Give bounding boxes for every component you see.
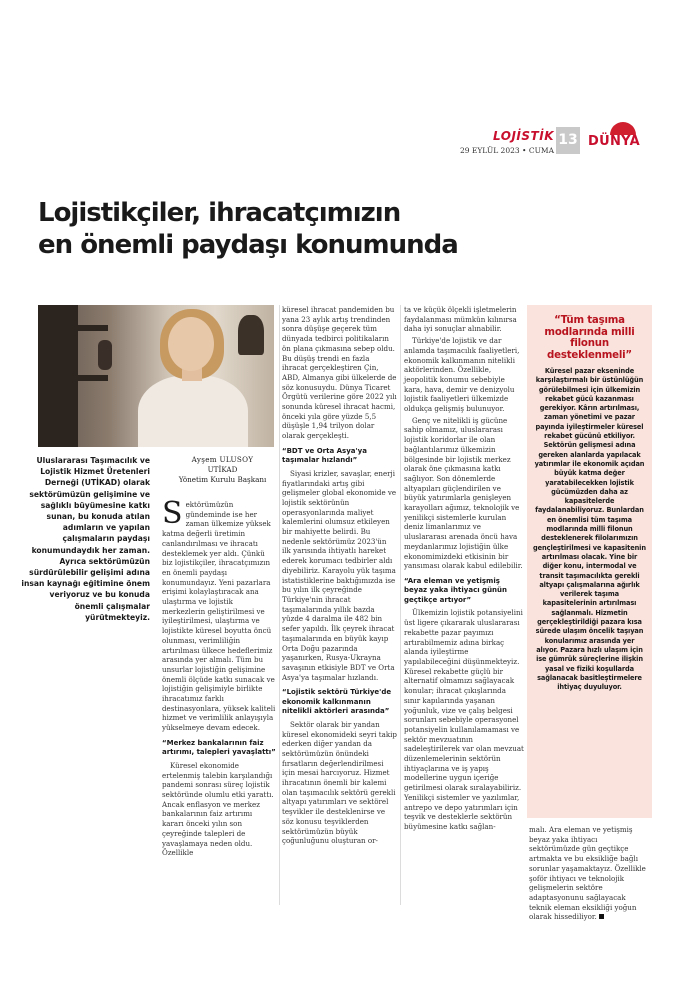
paragraph: Küresel ekonomide ertelenmiş talebin karşılandığı pandemi sonrası süreç lojistik sektöründe olumlu etki yarattı. Ancak enflasyon ve merkez bankalarının faiz artırımı kararı önceki yılın son çeyreğinde talepleri de yavaşlamaya neden oldu. Özellikle — [162, 760, 274, 858]
paragraph: Türkiye'de lojistik ve dar anlamda taşımacılık faaliyetleri, ekonomik kalkınmanın nitelikli aktörlerinden. Özellikle, jeopolitik konumu sebebiyle kara, hava, demir ve denizyolu lojistik faaliyetleri ülkemizde oldukça gelişmiş bulunuyor. — [404, 336, 520, 414]
paragraph: ektörümüzün gündeminde ise her zaman ülkemize yüksek katma değerli üretimin canlandırılması ve ihracatı desteklemek yer aldı. Çünkü biz lojistikçiler, ihracatçımızın en önemli paydaşı konumundayız. Yeni pazarlara erişimi kolaylaştıracak ana ulaştırma ve lojistik merkezlerin geliştirilmesi ve iyileştirilmesi, ulaştırma ve lojistikte küresel boyutta öncü olunması, verimliliğin artırılması ülkece hedeflerimiz arasında yer almalı. Tüm bu unsurlar lojistiğin gelişimine önemli ölçüde katkı sunacak ve lojistiğin gelişimiyle birlikte ihracatımız farklı destinasyonlara, yüksek kaliteli hizmet ve verimlilik anlayışıyla yükselmeye devam edecek. — [162, 500, 276, 733]
author-photo — [38, 305, 274, 447]
headline-line-2: en önemli paydaşı konumunda — [38, 230, 458, 260]
end-mark-icon — [599, 914, 604, 919]
brand-logo — [582, 122, 640, 152]
pull-quote: “Tüm taşıma modlarında milli filonun desteklenmeli” — [544, 315, 635, 361]
subheading: “Merkez bankalarının faiz artırımı, talepleri yavaşlattı” — [162, 738, 276, 757]
brand-name: DÜNYA — [588, 134, 640, 149]
column-divider — [400, 305, 401, 905]
headline-line-1: Lojistikçiler, ihracatçımızın — [38, 198, 401, 228]
pull-quote-box — [527, 305, 652, 818]
body-column-4 — [529, 825, 650, 924]
paragraph: ta ve küçük ölçekli işletmelerin faydalanması mümkün kılınırsa daha iyi sonuçlar alınabilir. — [404, 305, 517, 334]
drop-cap: S — [162, 496, 183, 531]
subheading: “Lojistik sektörü Türkiye'de ekonomik kalkınmanın nitelikli aktörleri arasında” — [282, 688, 392, 716]
author-name: Ayşem ULUSOY — [191, 455, 254, 464]
subheading: “BDT ve Orta Asya'ya taşımalar hızlandı” — [282, 446, 367, 465]
body-column-2 — [282, 305, 397, 848]
column-divider — [279, 305, 280, 905]
author-role: Yönetim Kurulu Başkanı — [178, 475, 267, 484]
paragraph: Genç ve nitelikli iş gücüne sahip olmamız, uluslararası lojistik koridorlar ile olan bağlantılarımız ülkemizin bölgesinde bir lojistik merkez olarak öne çıkmasına katkı sağlıyor. Son dönemlerde altyapıları güçlendirilen ve büyük yatırımlarla genişleyen karayolları ağımız, teknolojik ve yenilikçi sistemlerle kurulan deniz limanlarımız ve uluslararası arenada öncü hava meydanlarımız lojistiğin ülke ekonomimizdeki etkisinin bir yansıması olarak kabul edilebilir. — [404, 415, 523, 571]
section-label: LOJİSTİK — [493, 129, 554, 143]
author-org: UTİKAD — [207, 465, 238, 474]
paragraph: Siyasi krizler, savaşlar, enerji fiyatlarındaki artış gibi gelişmeler global ekonomide ve lojistik sektörünün operasyonlarında maliyet kalemlerini olumsuz etkileyen bir mahiyette belirdi. Bu nedenle sektörümüz 2023'ün ilk yarısında ihtiyatlı hareket ederek korumacı tedbirler aldı diyebiliriz. Karayolu yük taşıma istatistiklerine baktığımızda ise bu yılın ilk çeyreğinde Türkiye'nin ihracat taşımalarında yıllık bazda yüzde 4 daralma ile 482 bin sefer yapıldı. İlk çeyrek ihracat taşımalarında en büyük kayıp Orta Doğu pazarında yaşanırken, Rusya-Ukrayna savaşının etkisiyle BDT ve Orta Asya'ya taşımalar hızlandı. — [282, 468, 397, 682]
issue-date: 29 EYLÜL 2023 • CUMA — [459, 146, 554, 155]
subheading: “Ara eleman ve yetişmiş beyaz yaka ihtiyacı günün geçtikçe artıyor” — [404, 576, 508, 604]
pull-quote-body: Küresel pazar ekseninde karşılaştırmalı bir üstünlüğün görülebilmesi için ülkemizin rekabet gücü kazanması gerekiyor. Kârın artırılması, zaman yönetimi ve pazar payında iyileştirmeler küresel rekabet gücünü etkiliyor. Sektörün gelişmesi adına gereken alanlarda yapılacak yatırımlar ile ekonomik açıdan büyük katma değer yaratabilecekken lojistik gücümüzden daha az kapasitelerde faydalanabiliyoruz. Bunlardan en önemlisi tüm taşıma modlarında milli filonun desteklenerek filolarımızın gençleştirilmesi ve kapasitenin artırılması olacak. Yine bir diğer konu, intermodal ve transit taşımacılıkta gerekli altyapı çalışmalarına ağırlık verilerek taşıma kapasitelerinin artırılması sağlanmalı. Hizmetin gerçekleştirildiği pazara kısa sürede ulaşım öncelik taşıyan konularımız arasında yer alıyor. Pazara hızlı ulaşım için ise gümrük süreçlerine ilişkin yasal ve fiziki koşullarda sağlanacak basitleştirmelere ihtiyaç duyuluyor. — [533, 367, 646, 692]
body-column-3 — [404, 305, 524, 834]
paragraph: küresel ihracat pandemiden bu yana 23 aylık artış trendinden sonra düşüşe geçerek tüm dünyada tedbirci politikaların ön plana çıkmasına sebep oldu. Bu düşüş trendi en fazla ihracat gerçekleştiren Çin, ABD, Almanya gibi ülkelerde de söz konusuydu. Dünya Ticaret Örgütü verilerine göre 2022 yılı sonunda küresel ihracat hacmi, önceki yıla göre yüzde 5,5 düşüşle 1,94 trilyon dolar olarak gerçekleşti. — [282, 305, 397, 441]
paragraph: malı. Ara eleman ve yetişmiş beyaz yaka ihtiyacı sektörümüzde gün geçtikçe artmakta ve bu eksikliğe bağlı sorunlar yaşamaktayız. Özellikle şoför ihtiyacı ve teknolojik gelişmelerin sektöre adaptasyonunu sağlayacak teknik eleman eksikliği yoğun olarak hissediliyor. — [529, 825, 646, 922]
page-number: 13 — [556, 127, 580, 154]
article-lead: Uluslararası Taşımacılık ve Lojistik Hizmet Üretenleri Derneği (UTİKAD) olarak sektörümüzün gelişimine ve sağlıklı büyümesine katkı sunan, bu konuda atılan adımların ve yapılan çalışmaların paydaşı konumundaydık her zaman. Ayrıca sektörümüzün sürdürülebilir gelişimi adına insan kaynağı eğitimine önem veriyoruz ve bu konuda önemli çalışmalar yürütmekteyiz. — [21, 456, 150, 622]
author-byline — [165, 455, 280, 485]
article-headline — [38, 197, 638, 261]
paragraph: Ülkemizin lojistik potansiyelini üst ligere çıkararak uluslararası rekabette pazar payımızı artırabilmemiz adına birkaç alanda iyileştirme yapılabileceğini düşünmekteyiz. Küresel rekabette güçlü bir alternatif olmamızı sağlayacak konular; ihracat çıkışlarında sınır kapılarında yaşanan yoğunluk, vize ve çalış belgesi sorunları sebebiyle operasyonel potansiyelin kullanılamaması ve sektör mevzuatının sadeleştirilerek var olan mevzuat düzenlemelerinin sektörün ihtiyaçlarına ve iş yapış modellerine uygun içeriğe getirilmesi olarak sıralayabiliriz. Yenilikçi sistemler ve yazılımlar, antrepo ve depo yatırımları için teşvik ve desteklerle sektörün büyümesine katkı sağlan- — [404, 608, 524, 831]
body-column-1 — [162, 496, 276, 860]
paragraph: Sektör olarak bir yandan küresel ekonomideki seyri takip ederken diğer yandan da sektörümüzün önündeki fırsatların değerlendirilmesi için mesai harcıyoruz. Hizmet ihracatının önemli bir kalemi olan taşımacılık sektörü gerekli altyapı yatırımları ve sektörel teşvikler ile desteklenirse ve söz konusu teşviklerden sektörümüzün büyük çoğunluğunu oluşturan or- — [282, 719, 397, 846]
